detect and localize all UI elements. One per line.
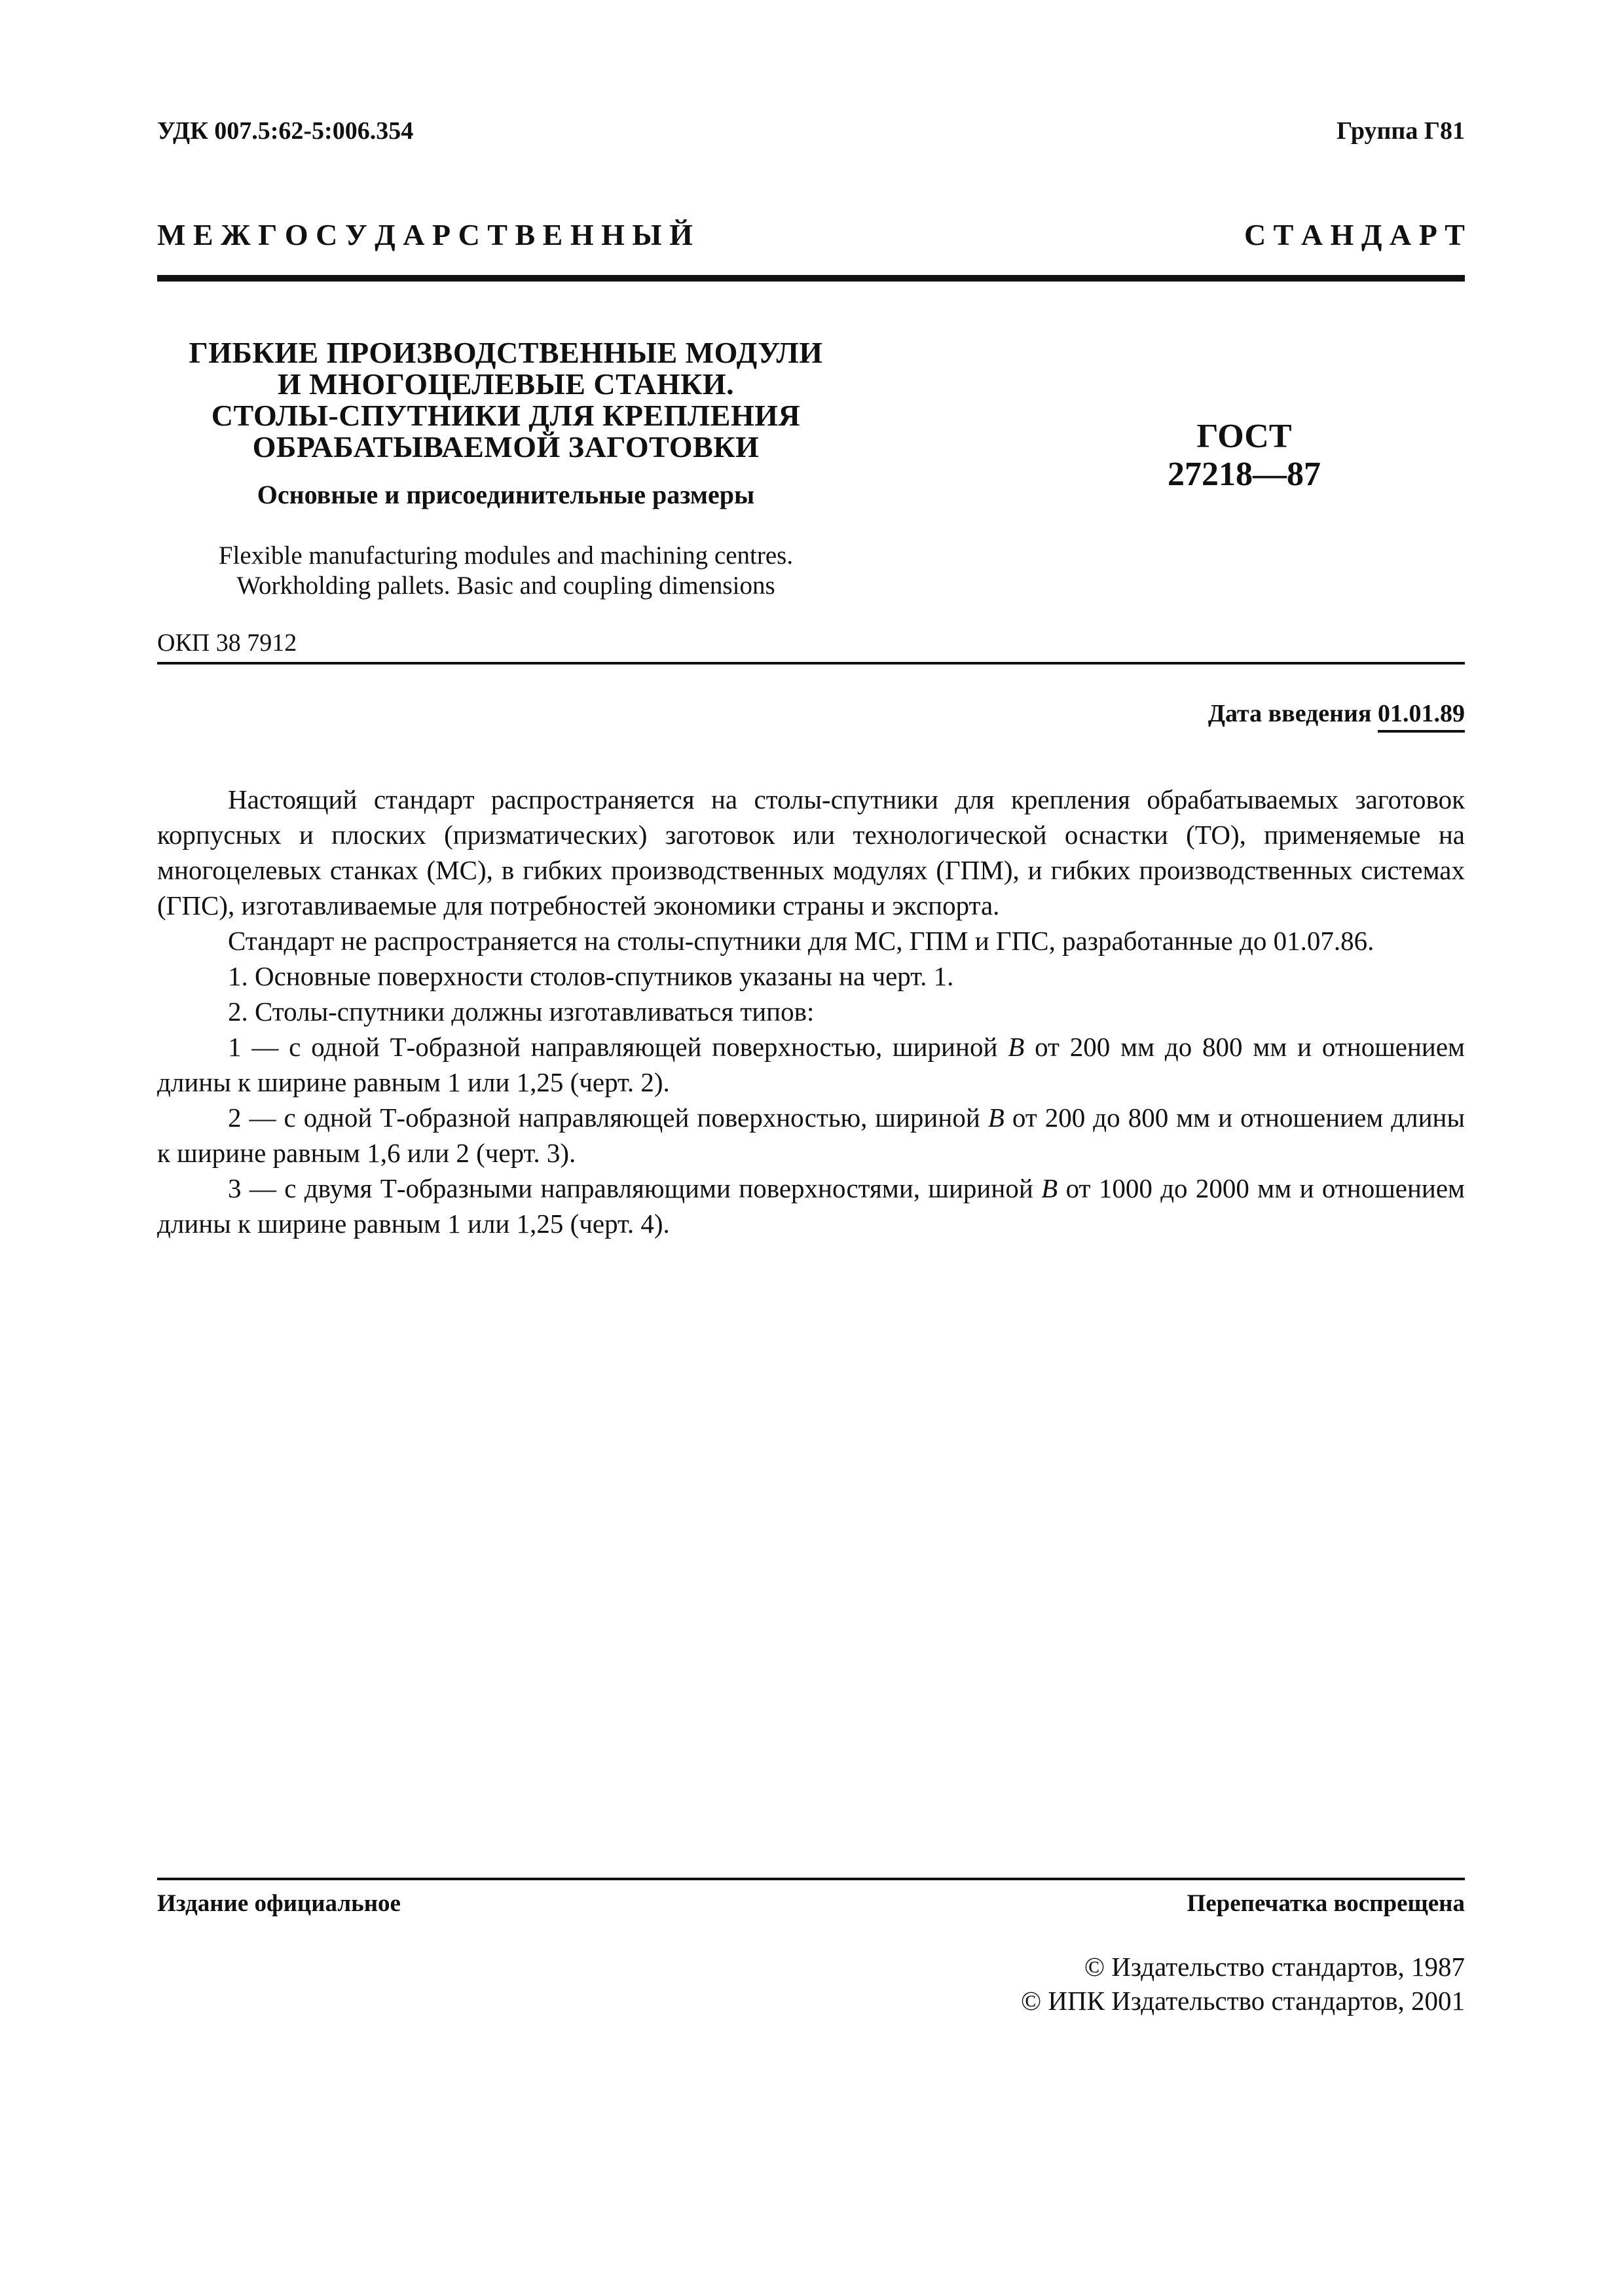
copyright-line: © Издательство стандартов, 1987 — [1084, 1952, 1465, 1982]
okp-code: ОКП 38 7912 — [157, 629, 297, 657]
title-en-line: Flexible manufacturing modules and machining centres. — [218, 541, 794, 570]
body-paragraph: Настоящий стандарт распространяется на столы-спутники для крепления обрабатываемых заготовок корпусных и плоских (призматических) заготовок или технологической оснастки (ТО), применяемые на многоцелевых станках (МС), в гибких производственных модулях (ГПМ), и гибких производственных системах (ГПС), изготавливаемые для потребностей экономики страны и экспорта. — [157, 784, 1465, 920]
title-divider — [157, 662, 1465, 665]
copyright-block — [1021, 1950, 1465, 2018]
header-divider — [157, 275, 1465, 282]
document-title-en — [157, 541, 855, 601]
official-edition: Издание официальное — [157, 1890, 401, 1917]
interstate-word: М Е Ж Г О С У Д А Р С Т В Е Н Н Ы Й — [157, 218, 693, 251]
gost-number — [1107, 418, 1382, 494]
body-paragraph: 2. Столы-спутники должны изготавливаться типов: — [228, 996, 815, 1027]
title-line: И МНОГОЦЕЛЕВЫЕ СТАНКИ. — [277, 367, 735, 401]
copyright-line: © ИПК Издательство стандартов, 2001 — [1020, 1986, 1465, 2016]
width-variable: B — [987, 1102, 1005, 1133]
type-item: 3 — с двумя Т-образными направляющими поверхностями, шириной B от 1000 до 2000 мм и отношением длины к ширине равным 1 или 1,25 (черт. 4). — [157, 1173, 1465, 1239]
introduction-date — [1208, 699, 1465, 728]
width-variable: B — [1008, 1032, 1025, 1062]
standard-word: С Т А Н Д А Р Т — [1244, 218, 1465, 251]
footer-divider — [157, 1878, 1465, 1880]
width-variable: B — [1041, 1173, 1058, 1203]
document-title-ru — [157, 337, 855, 463]
type-item: 2 — с одной Т-образной направляющей поверхностью, шириной B от 200 до 800 мм и отношением длины к ширине равным 1,6 или 2 (черт. 3). — [157, 1102, 1465, 1168]
document-body — [157, 782, 1465, 1241]
body-paragraph: Стандарт не распространяется на столы-спутники для МС, ГПМ и ГПС, разработанные до 01.07.86. — [228, 926, 1374, 956]
gost-code: 27218—87 — [1168, 456, 1321, 493]
introduction-date-value: 01.01.89 — [1378, 700, 1465, 733]
title-line: ГИБКИЕ ПРОИЗВОДСТВЕННЫЕ МОДУЛИ — [189, 336, 823, 369]
title-en-line: Workholding pallets. Basic and coupling dimensions — [236, 572, 775, 600]
type-item: 1 — с одной Т-образной направляющей поверхностью, шириной B от 200 мм до 800 мм и отношением длины к ширине равным 1 или 1,25 (черт. 2). — [157, 1032, 1465, 1097]
reprint-prohibited: Перепечатка воспрещена — [1187, 1890, 1465, 1917]
title-line: СТОЛЫ-СПУТНИКИ ДЛЯ КРЕПЛЕНИЯ — [211, 399, 801, 432]
title-line: ОБРАБАТЫВАЕМОЙ ЗАГОТОВКИ — [252, 430, 760, 464]
body-paragraph: 1. Основные поверхности столов-спутников указаны на черт. 1. — [228, 961, 954, 991]
gost-label: ГОСТ — [1196, 418, 1292, 455]
introduction-date-label: Дата введения — [1207, 700, 1372, 727]
document-subtitle-ru: Основные и присоединительные размеры — [257, 480, 755, 509]
udk-code: УДК 007.5:62-5:006.354 — [157, 117, 414, 145]
group-code: Группа Г81 — [1336, 117, 1465, 145]
interstate-standard-heading — [157, 217, 1465, 252]
